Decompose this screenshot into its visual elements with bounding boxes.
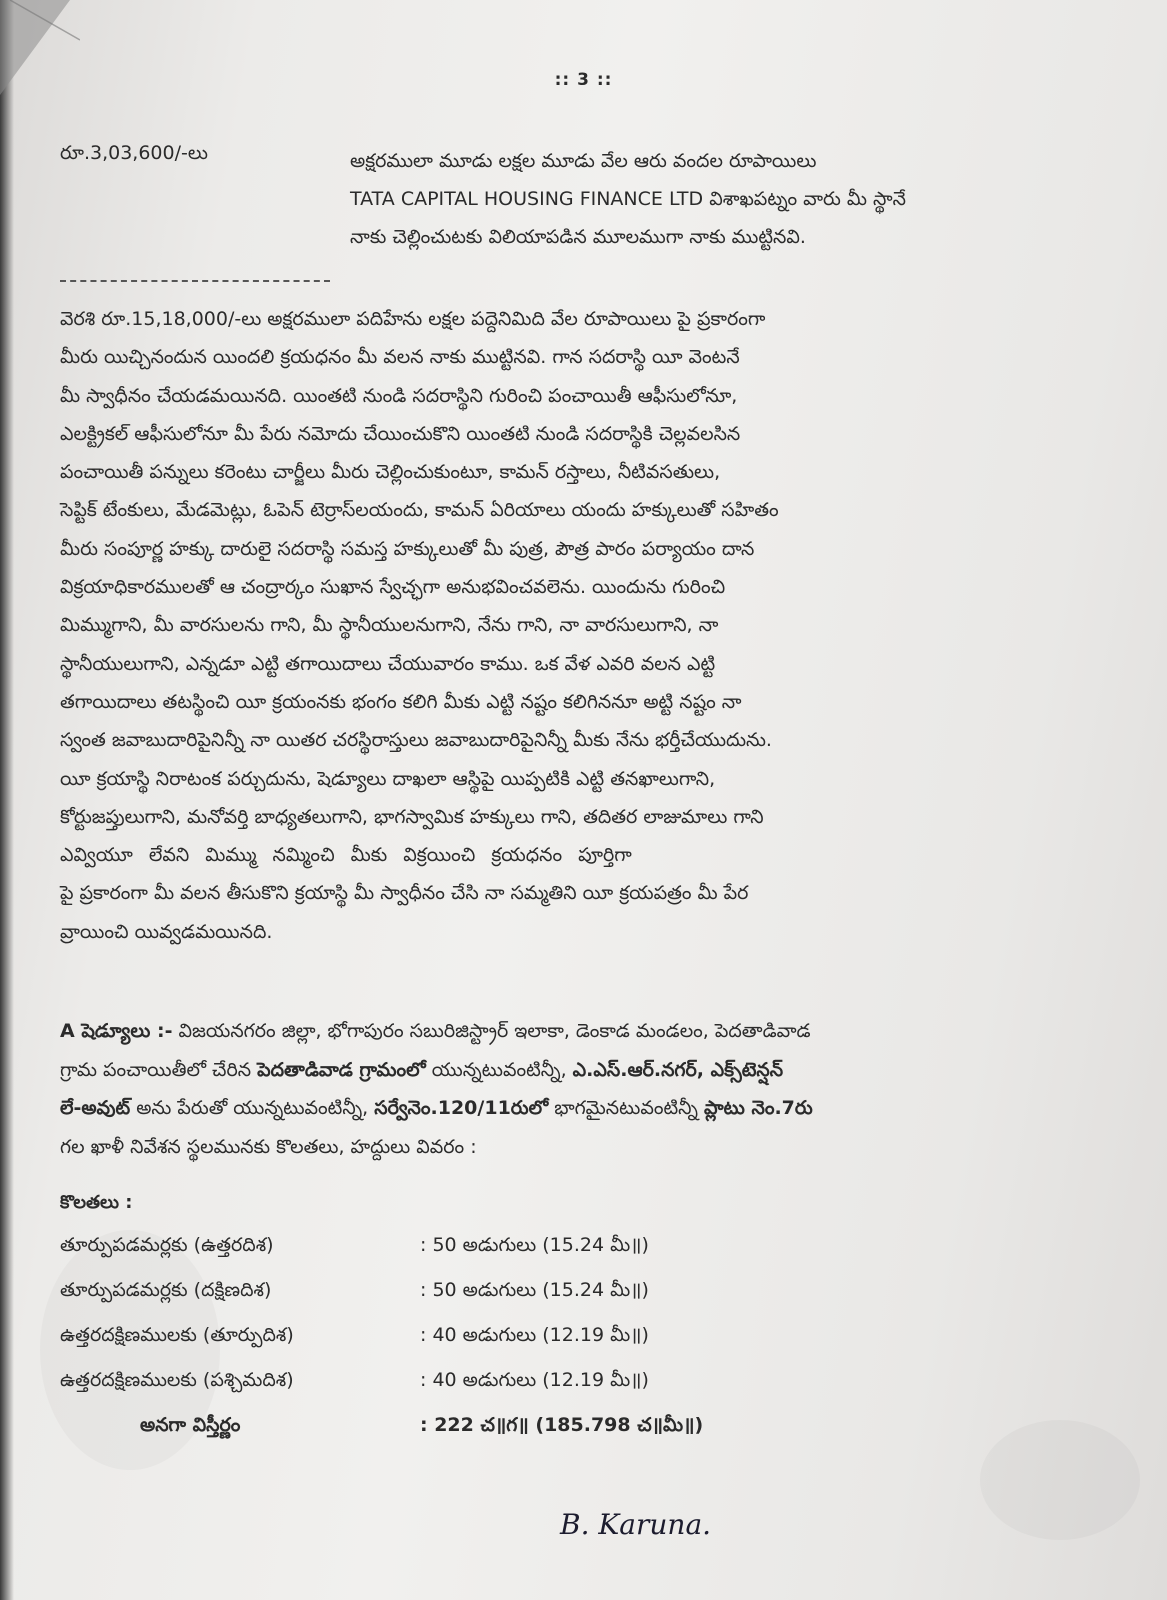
paragraph-line: మీరు యిచ్చినందున యిందలి క్రయధనం మీ వలన నాకు ముట్టినవి. గాన సదరాస్థి యీ వెంటనే [60,346,740,369]
signature: B. Karuna. [560,1508,712,1541]
total-area-value: : 222 చ॥గ॥ (185.798 చ॥మీ॥) [420,1414,704,1436]
paragraph-line: మీరు సంపూర్ణ హక్కు దారులై సదరాస్థి సమస్త హక్కులుతో మీ పుత్ర, పౌత్ర పారం పర్యాయం దాన [60,537,755,560]
measurements-table [60,1228,860,1453]
paragraph-line: విక్రయాధికారములతో ఆ చంద్రార్కం సుఖాన స్వేచ్ఛగా అనుభవించవలెను. యిందును గురించి [60,576,726,599]
measurement-label: ఉత్తరదక్షిణములకు (పశ్చిమదిశ) [60,1369,294,1391]
paragraph-line: కోర్టుజప్తులుగాని, మనోవర్తి బాధ్యతలుగాని, భాగస్వామిక హక్కులు గాని, తదితర లాజుమాలు గాని [60,805,764,828]
paper-smudge [980,1420,1140,1540]
colony-name: ఎ.ఎస్.ఆర్.నగర్, ఎక్స్‌టెన్షన్ [572,1058,784,1081]
total-area-label: అనగా విస్తీర్ణం [140,1414,241,1436]
paragraph-line: స్థానీయులుగాని, ఎన్నడూ ఎట్టి తగాయిదాలు చేయువారం కాము. ఒక వేళ ఎవరి వలన ఎట్టి [60,652,716,675]
page-number: :: 3 :: [554,70,613,90]
schedule-line: గల ఖాళీ నివేశన స్థలమునకు కొలతలు, హద్దులు వివరం : [60,1135,477,1158]
measurement-label: తూర్పుపడమర్లకు (దక్షిణదిశ) [60,1279,272,1301]
layout-name: లే-అవుట్ [60,1097,131,1119]
survey-number: సర్వేనెం.120/11రులో [374,1097,549,1119]
measurement-value: : 50 అడుగులు (15.24 మీ॥) [420,1279,649,1301]
paragraph-line: పంచాయితీ పన్నులు కరెంటు చార్జీలు మీరు చెల్లించుకుంటూ, కామన్ రస్తాలు, నీటివసతులు, [60,461,721,484]
paragraph-line: తగాయిదాలు తటస్థించి యీ క్రయంనకు భంగం కలిగి మీకు ఎట్టి నష్టం కలిగిననూ అట్టి నష్టం నా [60,690,742,713]
schedule-text: అను పేరుతో యున్నటువంటిన్నీ, [130,1097,375,1119]
schedule-section [60,1012,1060,1166]
schedule-line [60,1089,1060,1128]
paragraph-line: స్వంత జవాబుదారిపైనిన్నీ నా యితర చరస్థిరాస్తులు జవాబుదారిపైనిన్నీ మీకు నేను భర్తీచేయుదును. [60,729,772,752]
paragraph-line: సెప్టిక్ టేంకులు, మేడమెట్లు, ఓపెన్ టెర్రాస్‌లయందు, కామన్ ఏరియాలు యందు హక్కులుతో సహితం [60,499,779,522]
paragraph-line: ఎలక్ట్రికల్ ఆఫీసులోనూ మీ పేరు నమోదు చేయించుకొని యింతటి నుండి సదరాస్థికి చెల్లవలసిన [60,422,741,445]
paragraph-line: మీ స్వాధీనం చేయడమయినది. యింతటి నుండి సదరాస్థిని గురించి పంచాయితీ ఆఫీసులోనూ, [60,384,738,407]
paragraph-line: పై ప్రకారంగా మీ వలన తీసుకొని క్రయాస్థి మీ స్వాధీనం చేసి నా సమ్మతిని యీ క్రయపత్రం మీ పేర [60,882,749,905]
village-name: పెదతాడివాడ గ్రామంలో [257,1058,426,1081]
measurement-row [60,1273,860,1318]
measurement-total-row [60,1408,860,1453]
paragraph-line: మిమ్ముగాని, మీ వారసులను గాని, మీ స్థానీయులనుగాని, నేను గాని, నా వారసులుగాని, నా [60,614,719,637]
main-paragraph [60,300,1060,951]
paragraph-line: ఎవ్వియూ లేవని మిమ్ము నమ్మించి మీకు విక్రయించి క్రయధనం పూర్తిగా [60,844,632,867]
measurement-row [60,1363,860,1408]
measurement-value: : 50 అడుగులు (15.24 మీ॥) [420,1234,649,1256]
schedule-line [60,1051,1060,1090]
page-edge-shadow [0,0,14,1600]
schedule-text: గ్రామ పంచాయితీలో చేరిన [60,1058,258,1081]
paragraph-line: వ్రాయించి యివ్వడమయినది. [60,920,273,943]
measurement-value: : 40 అడుగులు (12.19 మీ॥) [420,1369,649,1391]
amount-description [350,142,1090,256]
measurements-heading: కొలతలు : [60,1192,133,1213]
amount-label: రూ.3,03,600/-లు [60,142,208,164]
schedule-text: భాగమైనటువంటిన్నీ [548,1097,705,1119]
measurement-label: ఉత్తరదక్షిణములకు (తూర్పుదిశ) [60,1324,294,1346]
corner-fold-decoration [0,0,80,110]
measurement-label: తూర్పుపడమర్లకు (ఉత్తరదిశ) [60,1234,274,1256]
schedule-text: యున్నటువంటిన్నీ, [425,1058,573,1081]
plot-number: ప్లాటు నెం.7రు [704,1097,813,1119]
amount-line: TATA CAPITAL HOUSING FINANCE LTD విశాఖపట్నం వారు మీ స్థానే [350,188,906,210]
schedule-text: విజయనగరం జిల్లా, భోగాపురం సబురిజిస్ట్రార్ ఇలాకా, డెంకాడ మండలం, పెదతాడివాడ [172,1020,811,1042]
paragraph-line: వెరశి రూ.15,18,000/-లు అక్షరములా పదిహేను లక్షల పద్దెనిమిది వేల రూపాయిలు పై ప్రకారంగా [60,308,766,330]
schedule-lead: A షెడ్యూలు :- [60,1020,173,1042]
measurement-value: : 40 అడుగులు (12.19 మీ॥) [420,1324,649,1346]
amount-line: నాకు చెల్లించుటకు విలియాపడిన మూలముగా నాకు ముట్టినవి. [350,226,806,248]
measurement-row [60,1228,860,1273]
dashed-divider [60,280,330,282]
amount-line: అక్షరములా మూడు లక్షల మూడు వేల ఆరు వందల రూపాయిలు [350,150,817,172]
schedule-line [60,1012,1060,1051]
paragraph-line: యీ క్రయాస్థి నిరాటంక పర్చుదును, షెడ్యూలు దాఖలా ఆస్థిపై యిప్పటికి ఎట్టి తనఖాలుగాని, [60,767,716,790]
measurement-row [60,1318,860,1363]
